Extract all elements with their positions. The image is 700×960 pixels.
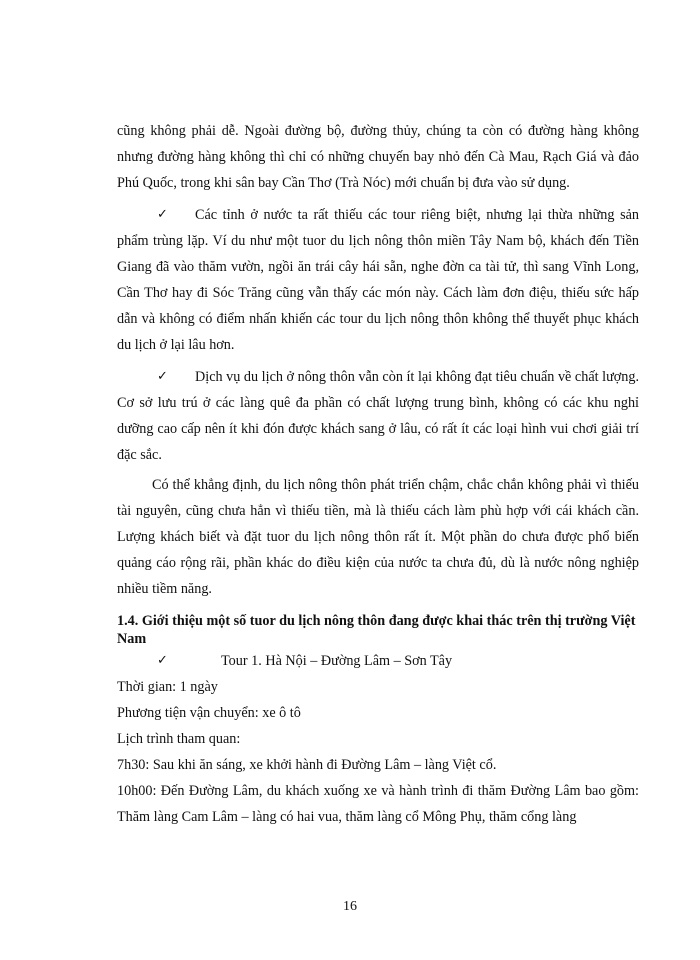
check-icon: ✓ <box>157 369 168 384</box>
tour-title: Tour 1. Hà Nội – Đường Lâm – Sơn Tây <box>221 653 453 669</box>
bullet-text-tours: Các tỉnh ở nước ta rất thiếu các tour riêng biệt, nhưng lại thừa những sản phẩm trùng lặp. Ví du như một tuor du lịch nông thôn miền Tây Nam bộ, khách đến Tiền Giang đã vào thăm vườn, ngồi ăn trái cây hái sẵn, nghe đờn ca tài tử, thì sang Vĩnh Long, Cần Thơ hay đi Sóc Trăng cũng vẫn thấy các món này. Cách làm đơn điệu, thiếu sức hấp dẫn và không có điểm nhấn khiến các tour du lịch nông thôn không thể thuyết phục khách du lịch ở lại lâu hơn. <box>117 207 639 353</box>
bullet-text-services: Dịch vụ du lịch ở nông thôn vẫn còn ít lại không đạt tiêu chuẩn về chất lượng. Cơ sở lưu trú ở các làng quê đa phần có chất lượng trung bình, không có các khu nghỉ dưỡng cao cấp nên ít khi đón được khách sang ở lâu, có rất ít các loại hình vui chơi giải trí đặc sắc. <box>117 369 639 463</box>
paragraph-intro: cũng không phải dễ. Ngoài đường bộ, đường thủy, chúng ta còn có đường hàng không nhưng đường hàng không thì chỉ có những chuyến bay nhỏ đến Cà Mau, Rạch Giá và đảo Phú Quốc, trong khi sân bay Cần Thơ (Trà Nóc) mới chuẩn bị đưa vào sử dụng. <box>117 123 639 191</box>
check-icon: ✓ <box>157 207 168 222</box>
document-body <box>117 118 639 830</box>
bullet-paragraph-services <box>117 364 639 468</box>
page-number: 16 <box>343 899 357 914</box>
tour-time: Thời gian: 1 ngày <box>117 679 218 695</box>
check-icon: ✓ <box>157 653 168 668</box>
bullet-paragraph-tours <box>117 202 639 358</box>
section-heading: 1.4. Giới thiệu một số tuor du lịch nông thôn đang được khai thác trên thị trường Việt Nam <box>117 613 636 647</box>
tour-transport: Phương tiện vận chuyển: xe ô tô <box>117 705 301 721</box>
tour-title-line <box>117 648 639 674</box>
paragraph-conclusion: Có thể khẳng định, du lịch nông thôn phát triển chậm, chắc chắn không phải vì thiếu tài nguyên, cũng chưa hẳn vì thiếu tiền, mà là thiếu cách làm phù hợp với cái khách cần. Lượng khách biết và đặt tuor du lịch nông thôn rất ít. Một phần do chưa được phổ biến quảng cáo rộng rãi, phần khác do điều kiện của nước ta chưa đủ, dù là nước nông nghiệp nhiều tiềm năng. <box>117 477 639 597</box>
tour-step-2: 10h00: Đến Đường Lâm, du khách xuống xe và hành trình đi thăm Đường Lâm bao gồm: Thăm làng Cam Lâm – làng có hai vua, thăm làng cổ Mông Phụ, thăm cổng làng <box>117 783 639 825</box>
tour-step-1: 7h30: Sau khi ăn sáng, xe khởi hành đi Đường Lâm – làng Việt cổ. <box>117 757 497 773</box>
tour-schedule-label: Lịch trình tham quan: <box>117 731 241 747</box>
